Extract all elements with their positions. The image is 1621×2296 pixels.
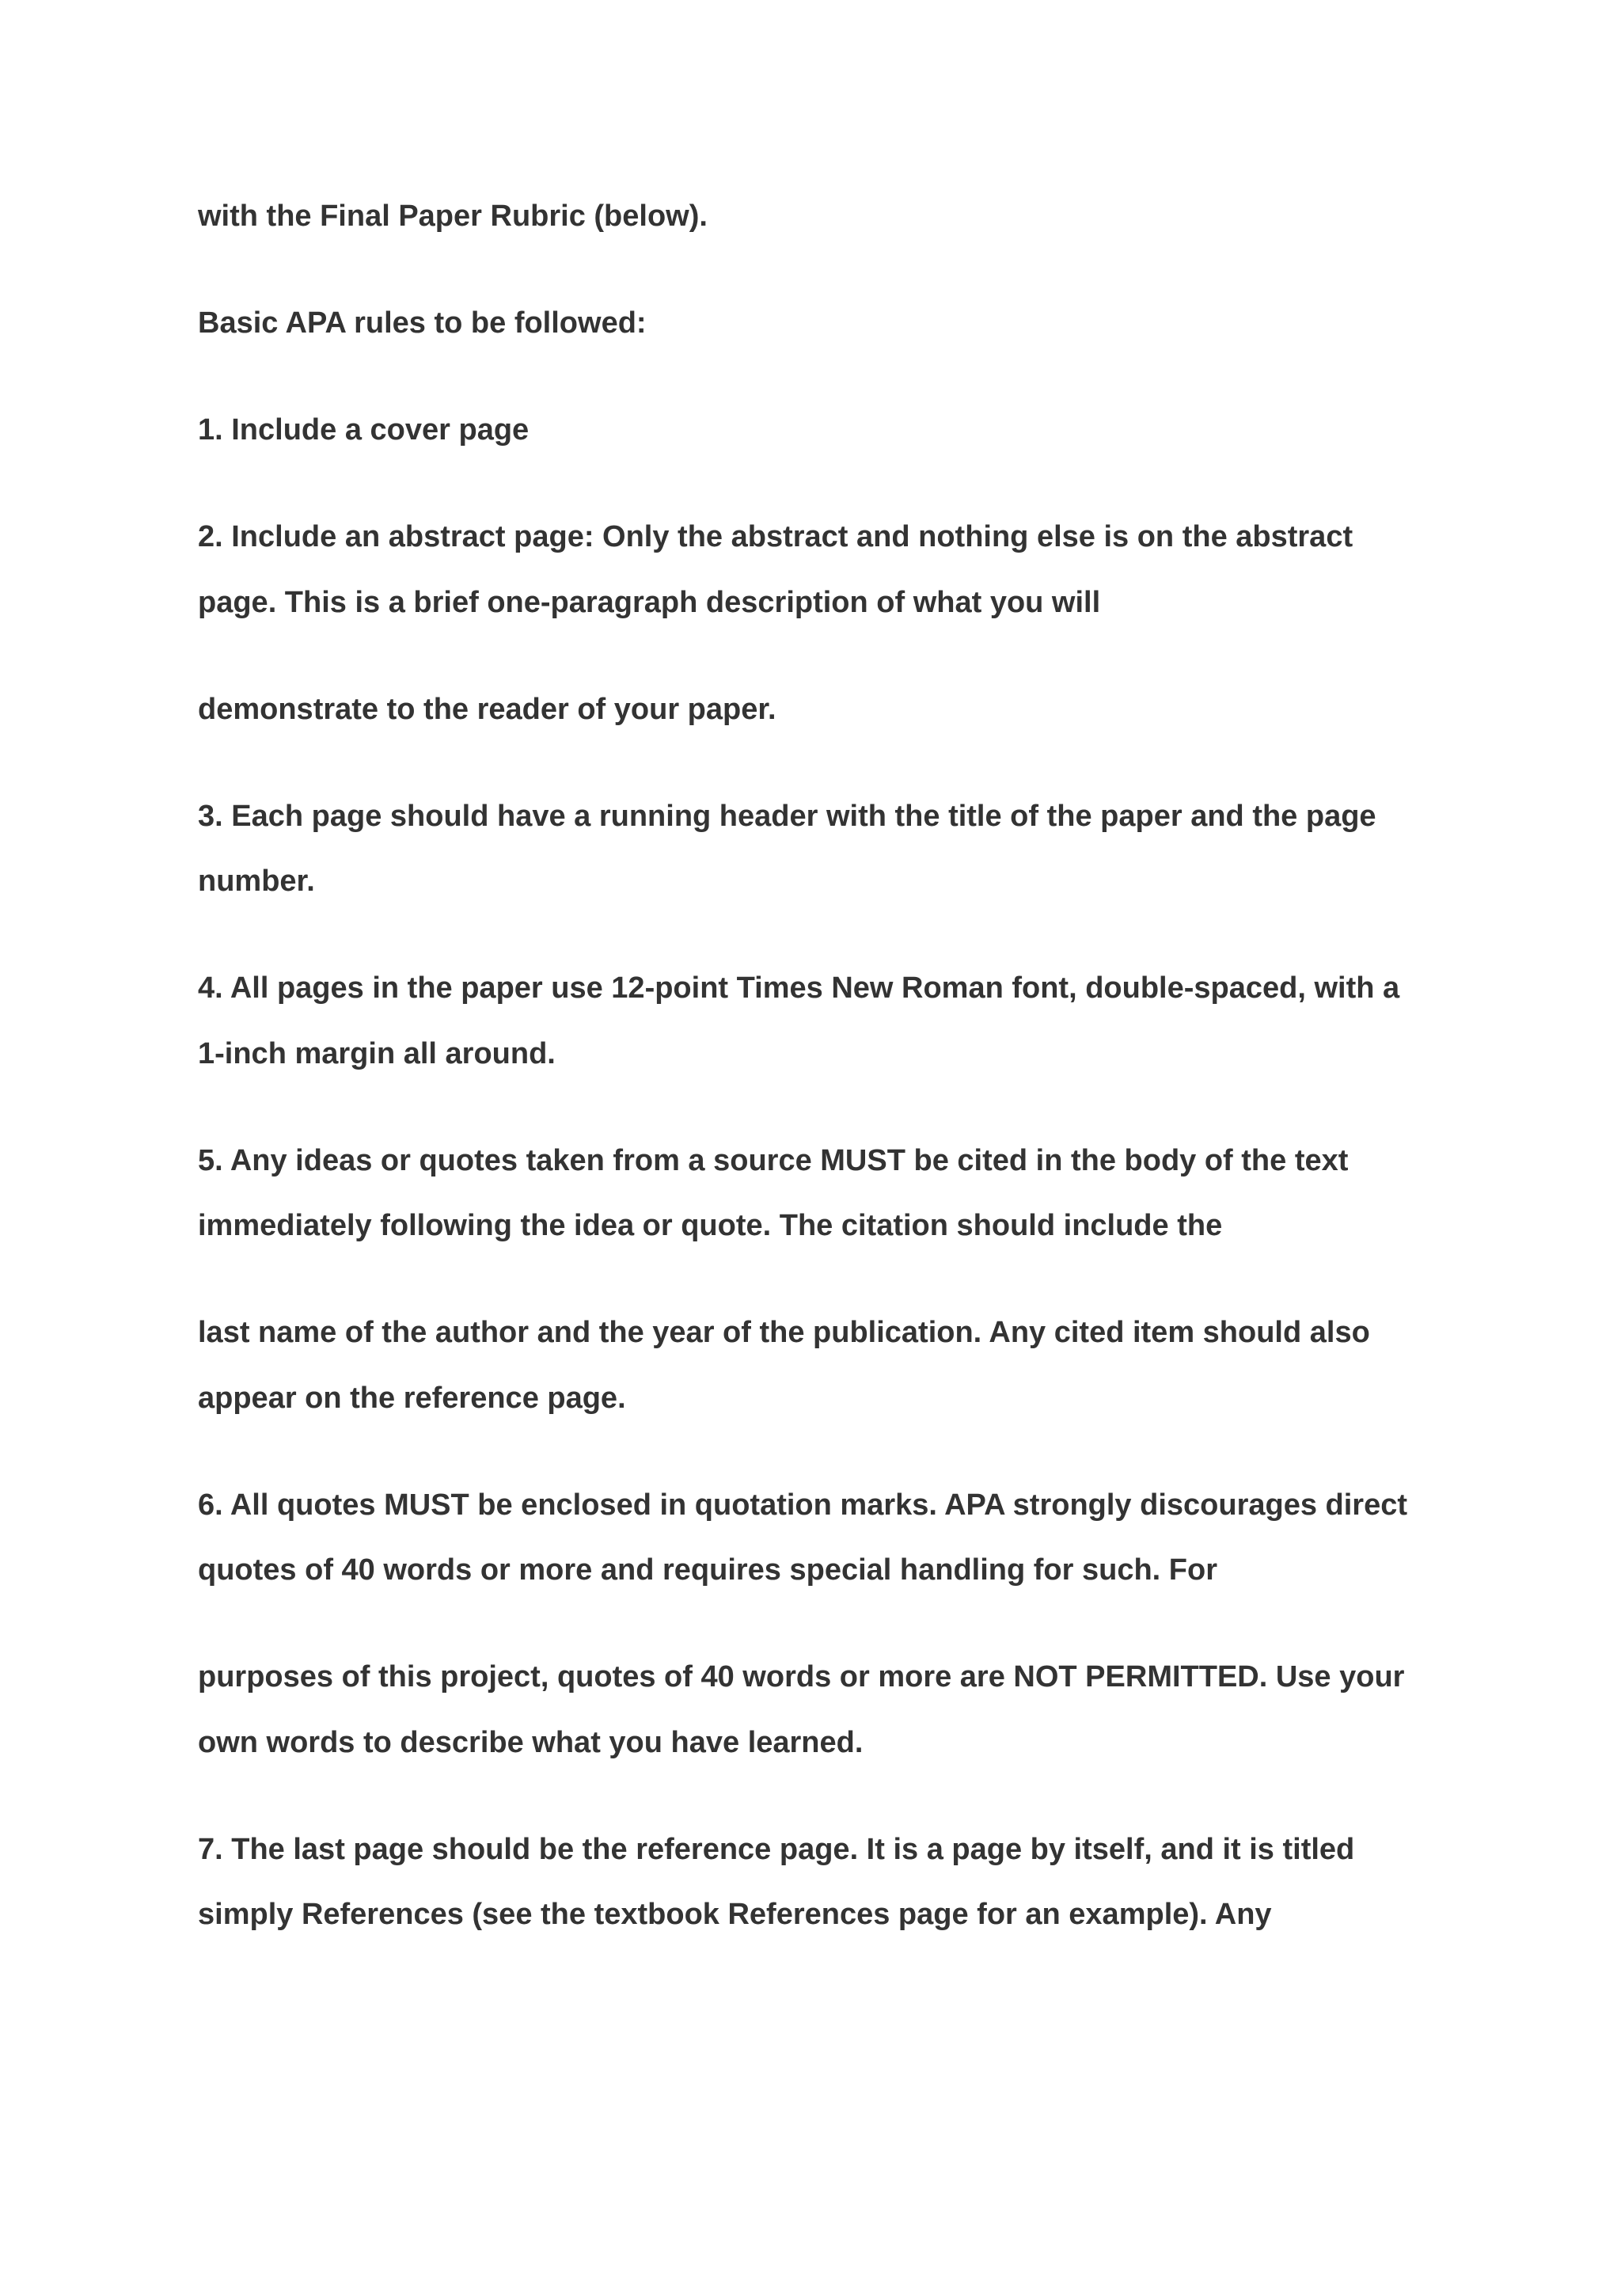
text-line: quotes of 40 words or more and requires special handling for such. For [198,1553,1218,1587]
text-line: simply References (see the textbook References page for an example). Any [198,1898,1272,1931]
text-line: 3. Each page should have a running header with the title of the paper and the page [198,800,1376,833]
text-line: 5. Any ideas or quotes taken from a source MUST be cited in the body of the text [198,1144,1349,1177]
text-line: demonstrate to the reader of your paper. [198,693,776,726]
text-line: purposes of this project, quotes of 40 words or more are NOT PERMITTED. Use your [198,1660,1405,1693]
text-line: 1. Include a cover page [198,413,530,447]
text-line: 2. Include an abstract page: Only the abstract and nothing else is on the abstract [198,520,1353,553]
text-line: 4. All pages in the paper use 12-point Times New Roman font, double-spaced, with a [198,971,1400,1005]
text-line: 6. All quotes MUST be enclosed in quotation marks. APA strongly discourages direct [198,1488,1408,1522]
text-line: Basic APA rules to be followed: [198,306,647,340]
text-line: number. [198,865,315,898]
text-line: 7. The last page should be the reference page. It is a page by itself, and it is titled [198,1833,1355,1866]
text-line: own words to describe what you have learned. [198,1726,864,1759]
text-line: with the Final Paper Rubric (below). [198,200,708,233]
text-line: 1-inch margin all around. [198,1037,556,1070]
text-line: last name of the author and the year of the publication. Any cited item should also [198,1316,1370,1349]
text-line: immediately following the idea or quote. The citation should include the [198,1209,1223,1242]
text-line: appear on the reference page. [198,1382,626,1415]
text-line: page. This is a brief one-paragraph description of what you will [198,586,1101,619]
